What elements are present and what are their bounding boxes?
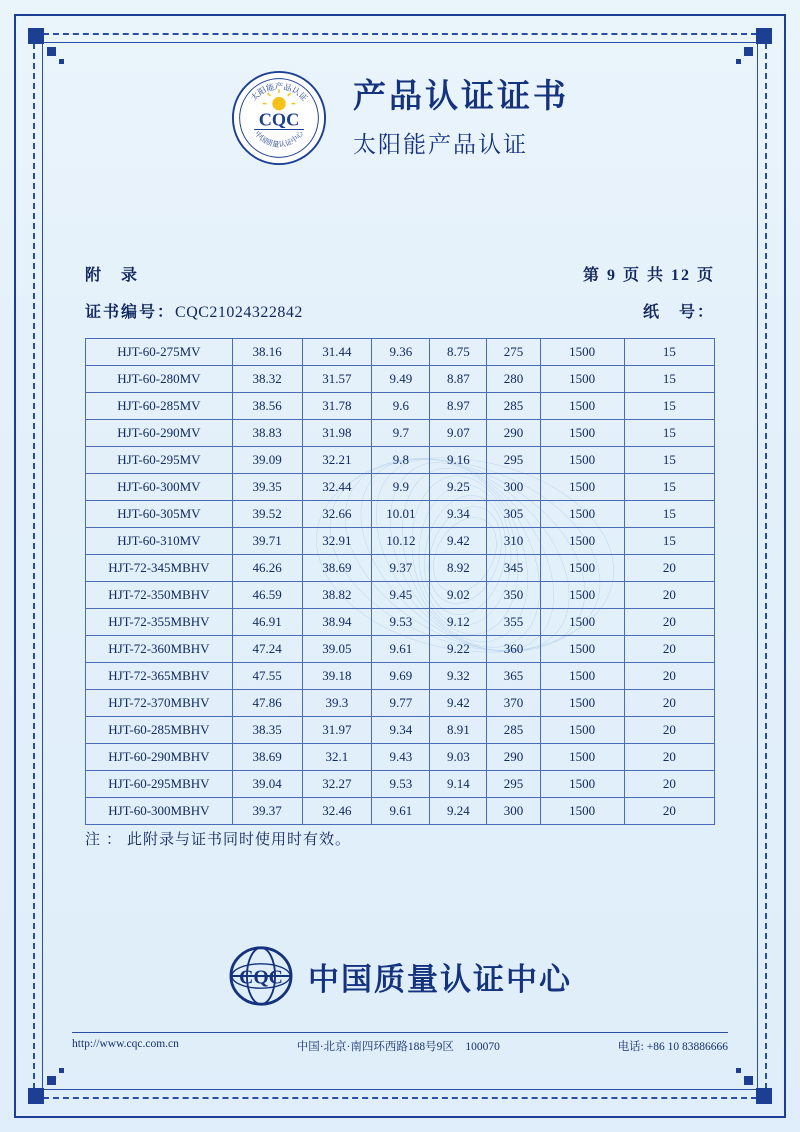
footer-website[interactable]: http://www.cqc.com.cn: [72, 1038, 179, 1050]
table-cell: 8.87: [430, 366, 487, 393]
table-cell-model: HJT-60-275MV: [86, 339, 233, 366]
note-text: 此附录与证书同时使用时有效。: [127, 832, 352, 848]
spec-table-body: [86, 339, 715, 825]
table-cell: 39.05: [302, 636, 372, 663]
table-cell-model: HJT-60-300MBHV: [86, 798, 233, 825]
svg-text:CQC: CQC: [258, 109, 300, 130]
table-cell: 9.43: [372, 744, 430, 771]
table-cell-model: HJT-72-350MBHV: [86, 582, 233, 609]
table-cell: 290: [487, 420, 540, 447]
table-cell: 8.91: [430, 717, 487, 744]
table-cell: 38.94: [302, 609, 372, 636]
table-cell-model: HJT-60-285MBHV: [86, 717, 233, 744]
table-cell: 1500: [540, 528, 624, 555]
paper-no-label: 纸 号：: [642, 304, 715, 321]
cert-no-value: CQC21024322842: [175, 304, 303, 321]
table-cell: 1500: [540, 798, 624, 825]
table-cell: 9.45: [372, 582, 430, 609]
svg-text:中国质量认证中心: 中国质量认证中心: [253, 129, 305, 150]
table-cell: 8.75: [430, 339, 487, 366]
table-cell: 31.98: [302, 420, 372, 447]
table-cell: 9.32: [430, 663, 487, 690]
footer-info-bar: [72, 1032, 728, 1054]
table-cell: 1500: [540, 717, 624, 744]
table-cell: 15: [624, 339, 714, 366]
table-cell: 9.07: [430, 420, 487, 447]
table-cell: 9.34: [430, 501, 487, 528]
table-cell: 32.66: [302, 501, 372, 528]
table-cell: 38.69: [302, 555, 372, 582]
corner-ornament-top-right: [732, 28, 772, 68]
table-cell: 39.35: [232, 474, 302, 501]
cqc-seal-icon: [231, 70, 327, 166]
table-cell: 295: [487, 447, 540, 474]
table-cell: 1500: [540, 636, 624, 663]
table-cell: 8.97: [430, 393, 487, 420]
table-cell: 9.61: [372, 798, 430, 825]
footer-phone: 电话: +86 10 83886666: [617, 1041, 728, 1053]
table-cell: 310: [487, 528, 540, 555]
table-cell-model: HJT-60-300MV: [86, 474, 233, 501]
svg-text:太阳能产品认证: 太阳能产品认证: [249, 82, 309, 103]
table-row: [86, 690, 715, 717]
table-row: [86, 798, 715, 825]
table-cell: 1500: [540, 393, 624, 420]
table-cell: 305: [487, 501, 540, 528]
certificate-header: [0, 70, 800, 166]
table-cell-model: HJT-60-295MV: [86, 447, 233, 474]
table-cell: 1500: [540, 501, 624, 528]
table-row: [86, 582, 715, 609]
table-cell: 1500: [540, 744, 624, 771]
table-cell: 10.12: [372, 528, 430, 555]
table-cell-model: HJT-60-310MV: [86, 528, 233, 555]
table-cell: 39.37: [232, 798, 302, 825]
table-cell: 20: [624, 636, 714, 663]
table-row: [86, 447, 715, 474]
table-cell: 47.55: [232, 663, 302, 690]
page-subtitle: 太阳能产品认证: [353, 132, 528, 158]
table-cell: 32.27: [302, 771, 372, 798]
table-cell: 9.12: [430, 609, 487, 636]
table-cell-model: HJT-60-295MBHV: [86, 771, 233, 798]
table-cell: 9.9: [372, 474, 430, 501]
table-cell: 46.26: [232, 555, 302, 582]
table-cell: 15: [624, 366, 714, 393]
table-cell-model: HJT-60-290MBHV: [86, 744, 233, 771]
table-cell: 9.8: [372, 447, 430, 474]
table-cell: 9.37: [372, 555, 430, 582]
table-cell: 39.3: [302, 690, 372, 717]
meta-row-appendix: [85, 262, 715, 285]
table-cell: 38.35: [232, 717, 302, 744]
table-cell: 355: [487, 609, 540, 636]
table-cell: 38.16: [232, 339, 302, 366]
table-cell: 47.86: [232, 690, 302, 717]
table-cell: 32.44: [302, 474, 372, 501]
table-row: [86, 474, 715, 501]
table-cell: 9.25: [430, 474, 487, 501]
table-cell: 46.59: [232, 582, 302, 609]
table-cell: 38.83: [232, 420, 302, 447]
table-cell: 8.92: [430, 555, 487, 582]
table-row: [86, 744, 715, 771]
table-cell-model: HJT-60-280MV: [86, 366, 233, 393]
table-cell: 9.53: [372, 771, 430, 798]
svg-text:CQC: CQC: [239, 966, 283, 989]
table-cell: 9.42: [430, 528, 487, 555]
page-info: 第 9 页 共 12 页: [582, 267, 715, 284]
table-cell: 9.42: [430, 690, 487, 717]
table-cell: 20: [624, 771, 714, 798]
table-cell: 47.24: [232, 636, 302, 663]
table-cell: 1500: [540, 474, 624, 501]
table-cell: 15: [624, 501, 714, 528]
table-cell: 32.21: [302, 447, 372, 474]
table-cell: 15: [624, 474, 714, 501]
table-cell: 31.78: [302, 393, 372, 420]
table-cell: 280: [487, 366, 540, 393]
footer-logo-block: [0, 945, 800, 1007]
table-cell: 39.18: [302, 663, 372, 690]
table-cell: 290: [487, 744, 540, 771]
cert-no-block: [85, 299, 303, 322]
table-cell: 345: [487, 555, 540, 582]
table-cell: 20: [624, 717, 714, 744]
table-cell: 1500: [540, 582, 624, 609]
table-cell: 9.7: [372, 420, 430, 447]
table-cell-model: HJT-60-305MV: [86, 501, 233, 528]
table-cell: 38.32: [232, 366, 302, 393]
table-cell: 1500: [540, 663, 624, 690]
table-row: [86, 366, 715, 393]
table-cell: 31.44: [302, 339, 372, 366]
table-cell: 20: [624, 582, 714, 609]
table-cell: 300: [487, 798, 540, 825]
table-cell: 20: [624, 744, 714, 771]
cert-no-label: 证书编号：: [85, 304, 176, 321]
table-row: [86, 339, 715, 366]
meta-row-cert-no: [85, 299, 715, 322]
table-cell: 9.6: [372, 393, 430, 420]
table-cell: 1500: [540, 339, 624, 366]
table-cell: 285: [487, 393, 540, 420]
table-cell: 350: [487, 582, 540, 609]
table-cell-model: HJT-72-360MBHV: [86, 636, 233, 663]
table-cell: 15: [624, 528, 714, 555]
table-cell: 275: [487, 339, 540, 366]
table-cell: 20: [624, 609, 714, 636]
table-cell: 360: [487, 636, 540, 663]
table-cell: 31.97: [302, 717, 372, 744]
table-row: [86, 663, 715, 690]
table-cell-model: HJT-60-290MV: [86, 420, 233, 447]
table-cell: 9.69: [372, 663, 430, 690]
table-cell: 370: [487, 690, 540, 717]
table-cell: 15: [624, 420, 714, 447]
table-cell: 300: [487, 474, 540, 501]
table-cell: 9.34: [372, 717, 430, 744]
table-cell: 9.24: [430, 798, 487, 825]
corner-ornament-bottom-right: [732, 1064, 772, 1104]
table-cell: 365: [487, 663, 540, 690]
table-row: [86, 609, 715, 636]
table-cell: 1500: [540, 366, 624, 393]
table-cell: 9.16: [430, 447, 487, 474]
spec-table-wrapper: [85, 338, 715, 825]
table-cell-model: HJT-72-345MBHV: [86, 555, 233, 582]
table-cell-model: HJT-72-355MBHV: [86, 609, 233, 636]
table-cell: 1500: [540, 690, 624, 717]
table-row: [86, 771, 715, 798]
table-cell: 1500: [540, 420, 624, 447]
table-row: [86, 636, 715, 663]
table-row: [86, 501, 715, 528]
table-cell: 39.09: [232, 447, 302, 474]
table-cell: 9.77: [372, 690, 430, 717]
page-title: 产品认证证书: [353, 78, 569, 115]
table-row: [86, 555, 715, 582]
table-cell: 31.57: [302, 366, 372, 393]
table-cell: 32.46: [302, 798, 372, 825]
table-cell: 9.61: [372, 636, 430, 663]
table-cell: 32.1: [302, 744, 372, 771]
table-cell: 20: [624, 555, 714, 582]
corner-ornament-top-left: [28, 28, 68, 68]
table-cell: 9.53: [372, 609, 430, 636]
table-cell: 295: [487, 771, 540, 798]
table-cell: 20: [624, 798, 714, 825]
table-cell: 39.71: [232, 528, 302, 555]
table-cell: 9.02: [430, 582, 487, 609]
table-cell: 10.01: [372, 501, 430, 528]
table-cell: 39.52: [232, 501, 302, 528]
appendix-note: [85, 828, 351, 849]
table-cell: 1500: [540, 609, 624, 636]
table-row: [86, 528, 715, 555]
table-cell: 46.91: [232, 609, 302, 636]
table-cell: 1500: [540, 555, 624, 582]
table-cell: 9.03: [430, 744, 487, 771]
footer-company-name: 中国质量认证中心: [308, 961, 572, 997]
table-cell-model: HJT-72-365MBHV: [86, 663, 233, 690]
appendix-label: 附 录: [85, 267, 140, 284]
table-cell: 38.82: [302, 582, 372, 609]
certificate-meta: [85, 262, 715, 322]
table-cell: 9.14: [430, 771, 487, 798]
note-lead: 注：: [85, 832, 128, 848]
table-cell: 38.69: [232, 744, 302, 771]
table-cell: 32.91: [302, 528, 372, 555]
table-cell: 20: [624, 690, 714, 717]
table-cell-model: HJT-60-285MV: [86, 393, 233, 420]
footer-address: 中国·北京·南四环西路188号9区 100070: [296, 1041, 500, 1053]
table-cell: 9.22: [430, 636, 487, 663]
table-cell: 38.56: [232, 393, 302, 420]
table-row: [86, 717, 715, 744]
table-cell: 9.49: [372, 366, 430, 393]
spec-table: [85, 338, 715, 825]
table-cell: 1500: [540, 771, 624, 798]
table-row: [86, 393, 715, 420]
cqc-globe-icon: [228, 945, 294, 1007]
table-cell: 9.36: [372, 339, 430, 366]
table-cell: 1500: [540, 447, 624, 474]
table-cell-model: HJT-72-370MBHV: [86, 690, 233, 717]
table-cell: 39.04: [232, 771, 302, 798]
table-cell: 15: [624, 447, 714, 474]
table-cell: 20: [624, 663, 714, 690]
corner-ornament-bottom-left: [28, 1064, 68, 1104]
table-cell: 285: [487, 717, 540, 744]
table-cell: 15: [624, 393, 714, 420]
table-row: [86, 420, 715, 447]
